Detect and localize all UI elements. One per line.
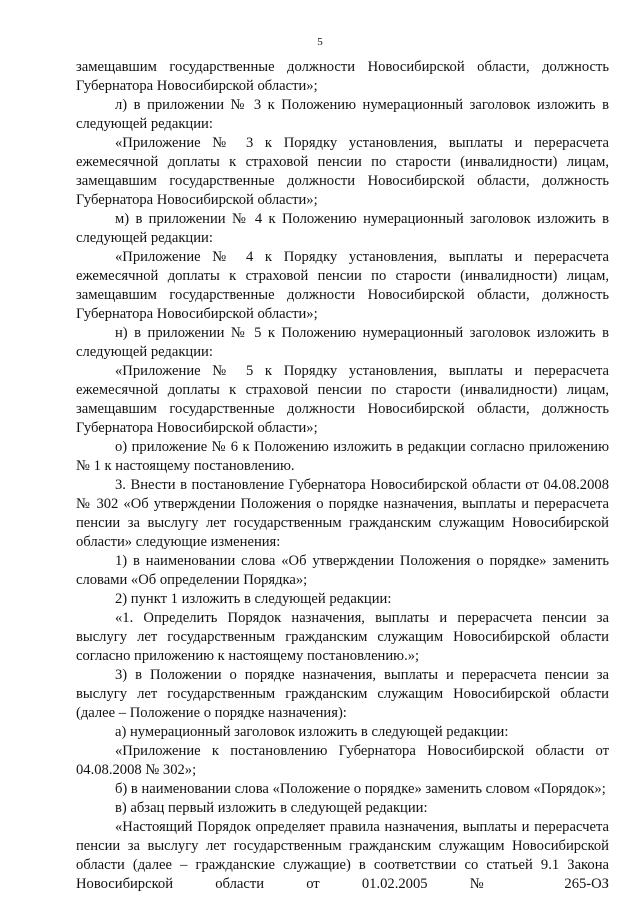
paragraph: «Приложение № 5 к Порядку установления, выплаты и перерасчета ежемесячной доплаты к страховой пенсии по старости (инвалидности) лицам, замещавшим государственные должности Новосибирской области, должность Губернатора Новосибирской области»; [76, 363, 609, 436]
paragraph: «Настоящий Порядок определяет правила назначения, выплаты и перерасчета пенсии за выслугу лет государственным гражданским служащим Новосибирской области (далее – гражданские служащие) в соответствии со статьей 9.1 Закона Новосибирской области от 01.02.2005 № 265-ОЗ [76, 819, 609, 892]
paragraph: н) в приложении № 5 к Положению нумерационный заголовок изложить в следующей редакции: [76, 325, 609, 360]
paragraph: 3) в Положении о порядке назначения, выплаты и перерасчета пенсии за выслугу лет государственным гражданским служащим Новосибирской области (далее – Положение о порядке назначения): [76, 667, 609, 721]
paragraph: о) приложение № 6 к Положению изложить в редакции согласно приложению № 1 к настоящему постановлению. [76, 439, 609, 474]
page-number: 5 [317, 36, 323, 48]
paragraph: «Приложение № 4 к Порядку установления, выплаты и перерасчета ежемесячной доплаты к страховой пенсии по старости (инвалидности) лицам, замещавшим государственные должности Новосибирской области, должность Губернатора Новосибирской области»; [76, 249, 609, 322]
document-body [76, 58, 609, 894]
paragraph: 1) в наименовании слова «Об утверждении Положения о порядке» заменить словами «Об определении Порядка»; [76, 553, 609, 588]
paragraph: б) в наименовании слова «Положение о порядке» заменить словом «Порядок»; [115, 781, 606, 797]
paragraph: «Приложение к постановлению Губернатора Новосибирской области от 04.08.2008 № 302»; [76, 743, 609, 778]
paragraph: л) в приложении № 3 к Положению нумерационный заголовок изложить в следующей редакции: [76, 97, 609, 132]
paragraph: м) в приложении № 4 к Положению нумерационный заголовок изложить в следующей редакции: [76, 211, 609, 246]
paragraph: 3. Внести в постановление Губернатора Новосибирской области от 04.08.2008 № 302 «Об утверждении Положения о порядке назначения, выплаты и перерасчета пенсии за выслугу лет государственным гражданским служащим Новосибирской области» следующие изменения: [76, 477, 609, 550]
paragraph: 2) пункт 1 изложить в следующей редакции: [115, 591, 392, 607]
paragraph: «1. Определить Порядок назначения, выплаты и перерасчета пенсии за выслугу лет государственным гражданским служащим Новосибирской области согласно приложению к настоящему постановлению.»; [76, 610, 609, 664]
paragraph: в) абзац первый изложить в следующей редакции: [115, 800, 428, 816]
paragraph: замещавшим государственные должности Новосибирской области, должность Губернатора Новосибирской области»; [76, 59, 609, 94]
paragraph: а) нумерационный заголовок изложить в следующей редакции: [115, 724, 509, 740]
paragraph: «Приложение № 3 к Порядку установления, выплаты и перерасчета ежемесячной доплаты к страховой пенсии по старости (инвалидности) лицам, замещавшим государственные должности Новосибирской области, должность Губернатора Новосибирской области»; [76, 135, 609, 208]
